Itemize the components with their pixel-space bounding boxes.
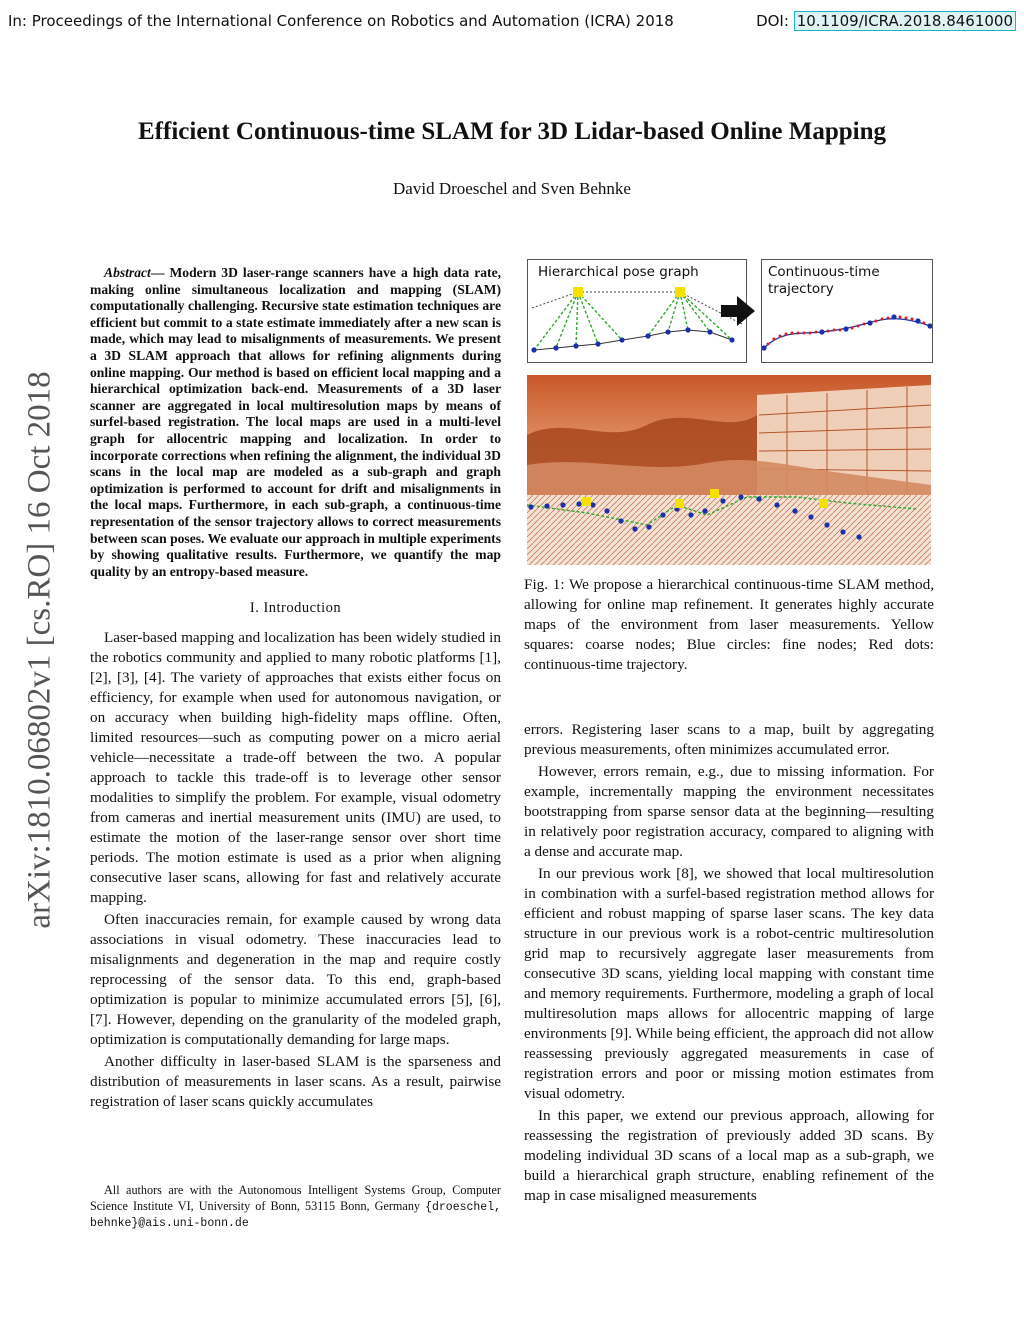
arxiv-stamp: arXiv:1810.06802v1 [cs.RO] 16 Oct 2018	[21, 371, 58, 929]
paper-title: Efficient Continuous-time SLAM for 3D Lidar-based Online Mapping	[138, 118, 886, 145]
footnote-text: All authors are with the Autonomous Intelligent Systems Group, Computer Science Institute VI, University of Bonn, 53115 Bonn, Germany	[90, 1183, 501, 1213]
right-arrow-icon	[721, 296, 755, 326]
section-heading-introduction: I. Introduction	[249, 600, 342, 617]
author-footnote	[90, 1183, 501, 1232]
doi-header	[756, 12, 1016, 30]
intro-paragraph: Laser-based mapping and localization has been widely studied in the robotics community and applied to many robotic platforms [1], [2], [3], [4]. The variety of approaches that exists either focus on efficiency, for example when used for autonomous navigation, or on accuracy when building high-fidelity maps offline. Often, limited resources—such as computing power on a micro aerial vehicle—necessitate a trade-off between the two. A popular approach to tackle this trade-off is to leverage other sensor modalities to simplify the problem. For example, visual odometry from cameras and inertial measurement units (IMU) are used, to estimate the motion of the laser-range sensor over short time periods. The motion estimate is used as a prior when aligning consecutive laser scans, allowing for fast and relatively accurate mapping.	[90, 629, 501, 907]
paper-authors: David Droeschel and Sven Behnke	[393, 179, 631, 198]
body-paragraph: In our previous work [8], we showed that local multiresolution in combination with a surfel-based registration method allows for efficient and robust mapping of sparse laser scans. The key data structure in our previous work is a robot-centric multiresolution grid map to recursively aggregate laser measurements from consecutive 3D scans, yielding local mapping with constant time and memory requirements. Furthermore, modeling a graph of local multiresolution maps allows for allocentric mapping of large environments [9]. While being efficient, the approach did not allow reassessing previously aggregated measurements in case of registration errors and poor or missing motion estimates from visual odometry.	[524, 865, 934, 1102]
point-cloud-map-image	[527, 375, 931, 565]
footnote-email[interactable]: {droeschel, behnke}@ais.uni-bonn.de	[90, 1200, 502, 1230]
doi-label: DOI:	[756, 12, 789, 30]
pose-graph-title: Hierarchical pose graph	[538, 264, 699, 280]
body-paragraph: In this paper, we extend our previous approach, allowing for reassessing the registration of previously added 3D scans. By modeling individual 3D scans of a local map as a sub-graph, we build a hierarchical graph structure, enabling refinement of the map in case misaligned measurements	[524, 1107, 934, 1204]
right-column	[524, 720, 934, 1208]
intro-paragraph: Another difficulty in laser-based SLAM is the sparseness and distribution of measurements in laser scans. As a result, pairwise registration of laser scans quickly accumulates	[90, 1053, 501, 1111]
trajectory-diagram	[762, 260, 932, 362]
venue-header: In: Proceedings of the International Conference on Robotics and Automation (ICRA) 2018	[8, 12, 674, 30]
abstract-text: — Modern 3D laser-range scanners have a high data rate, making online simultaneous localization and mapping (SLAM) computationally challenging. Recursive state estimation techniques are efficient but commit to a state estimate immediately after a new scan is made, which may lead to misalignments of measurements. We present a 3D SLAM approach that allows for refining alignments during online mapping. Our method is based on efficient local mapping and a hierarchical optimization back-end. Measurements of a 3D laser scanner are aggregated in local multiresolution maps by means of surfel-based registration. The local maps are used in a multi-level graph for allocentric mapping and localization. In order to incorporate corrections when refining the alignment, the individual 3D scans in the local map are modeled as a sub-graph and graph optimization is performed to account for drift and misalignments in the local maps. Furthermore, in each sub-graph, a continuous-time representation of the sensor trajectory allows to correct measurements between scan poses. We evaluate our approach in multiple experiments by showing qualitative results. Furthermore, we quantify the map quality by an entropy-based measure.	[90, 265, 501, 579]
pose-graph-diagram	[528, 260, 746, 362]
figure-caption: Fig. 1: We propose a hierarchical continuous-time SLAM method, allowing for online map refinement. It generates highly accurate maps of the environment from laser measurements. Yellow squares: coarse nodes; Blue circles: fine nodes; Red dots: continuous-time trajectory.	[524, 576, 934, 673]
body-paragraph: However, errors remain, e.g., due to missing information. For example, incrementally mapping the environment necessitates bootstrapping from sparse sensor data at the beginning—resulting in relatively poor registration accuracy, compared to aligning with a dense and accurate map.	[524, 763, 934, 860]
left-column	[90, 265, 501, 1114]
abstract-label: Abstract	[104, 265, 151, 280]
trajectory-panel	[761, 259, 933, 363]
pose-graph-panel	[527, 259, 747, 363]
abstract	[90, 265, 501, 580]
doi-link[interactable]: 10.1109/ICRA.2018.8461000	[794, 11, 1016, 31]
trajectory-title: Continuous-time trajectory	[768, 264, 880, 297]
body-paragraph: errors. Registering laser scans to a map, built by aggregating previous measurements, often minimizes accumulated error.	[524, 721, 934, 758]
intro-paragraph: Often inaccuracies remain, for example caused by wrong data associations in visual odometry. These inaccuracies lead to misalignments and degeneration in the map and require costly reprocessing of the sensor data. To this end, graph-based optimization is popular to minimize accumulated errors [5], [6], [7]. However, depending on the granularity of the modeled graph, optimization is computationally demanding for large maps.	[90, 911, 501, 1049]
